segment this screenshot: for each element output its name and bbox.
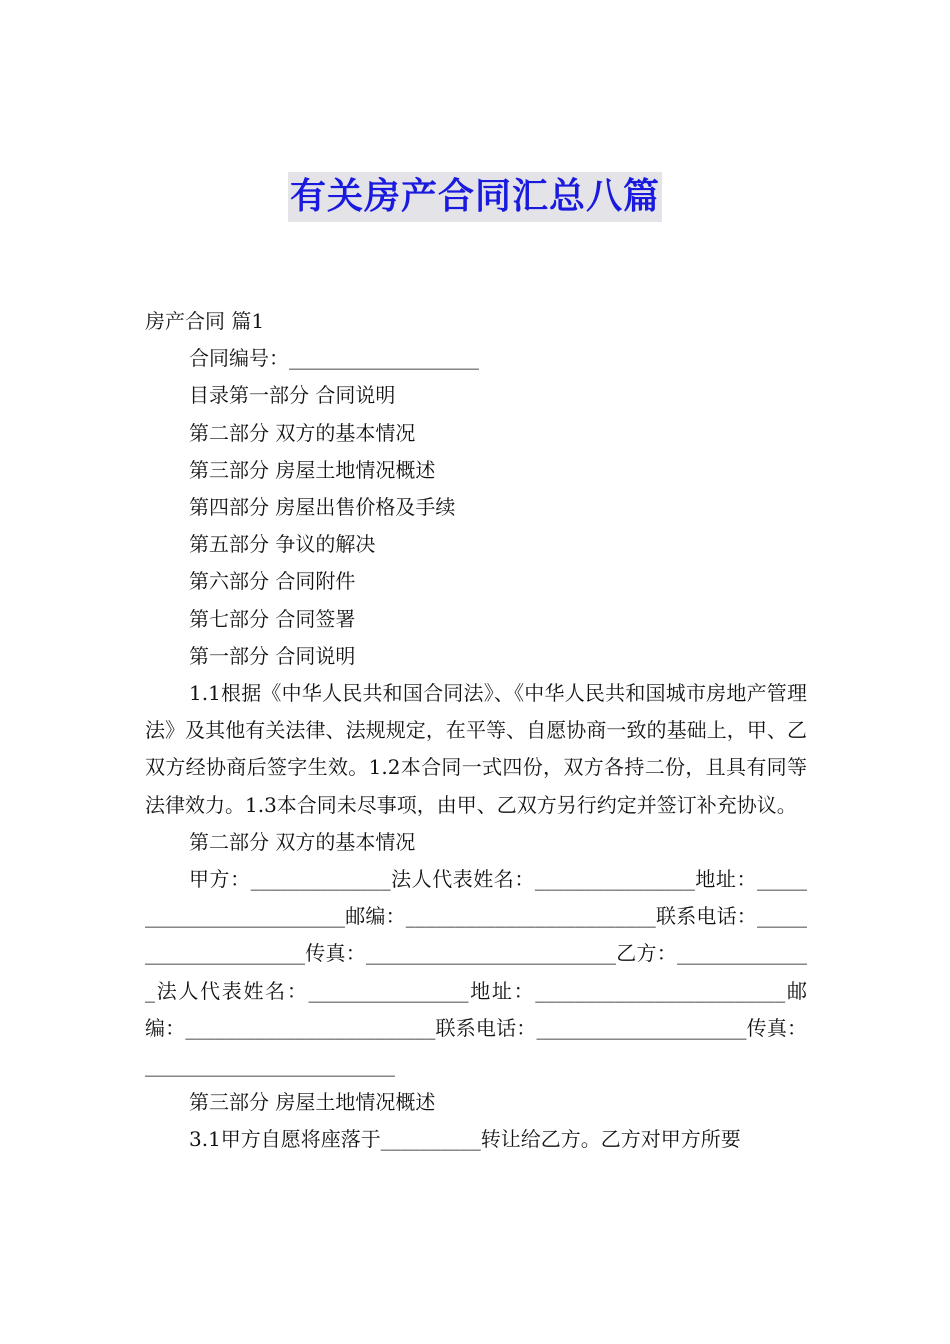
document-title: 有关房产合同汇总八篇: [288, 172, 662, 222]
contract-number-line: 合同编号：___________________: [189, 346, 479, 371]
document-body: [145, 303, 807, 1159]
toc-item-3: 第三部分 房屋土地情况概述: [189, 457, 436, 482]
toc-item-2: 第二部分 双方的基本情况: [189, 420, 416, 445]
title-container: [0, 172, 950, 222]
toc-item-6: 第六部分 合同附件: [189, 569, 356, 594]
section-3-paragraph-start: 3.1甲方自愿将座落于__________转让给乙方。乙方对甲方所要: [189, 1127, 741, 1152]
section-3-title: 第三部分 房屋土地情况概述: [189, 1090, 436, 1115]
section-2-title: 第二部分 双方的基本情况: [189, 829, 416, 854]
toc-item-5: 第五部分 争议的解决: [189, 532, 376, 557]
toc-item-1: 目录第一部分 合同说明: [189, 383, 396, 408]
toc-item-4: 第四部分 房屋出售价格及手续: [189, 495, 456, 520]
section-2-paragraph: 甲方：______________法人代表姓名：________________地址：_________________________邮编：_________________________联系电话：_____________________传真：_________________________乙方：______________法人代表姓名：________________地址：_________________________邮编：_________________________联系电话：_____________________传真：_________________________: [145, 867, 807, 1078]
toc-item-7: 第七部分 合同签署: [189, 606, 356, 631]
section-1-title: 第一部分 合同说明: [189, 643, 356, 668]
section-1-paragraph: 1.1根据《中华人民共和国合同法》、《中华人民共和国城市房地产管理法》及其他有关法律、法规规定，在平等、自愿协商一致的基础上，甲、乙双方经协商后签字生效。1.2本合同一式四份，双方各持二份，且具有同等法律效力。1.3本合同未尽事项，由甲、乙双方另行约定并签订补充协议。: [145, 681, 807, 817]
section-heading: 房产合同 篇1: [145, 309, 265, 333]
